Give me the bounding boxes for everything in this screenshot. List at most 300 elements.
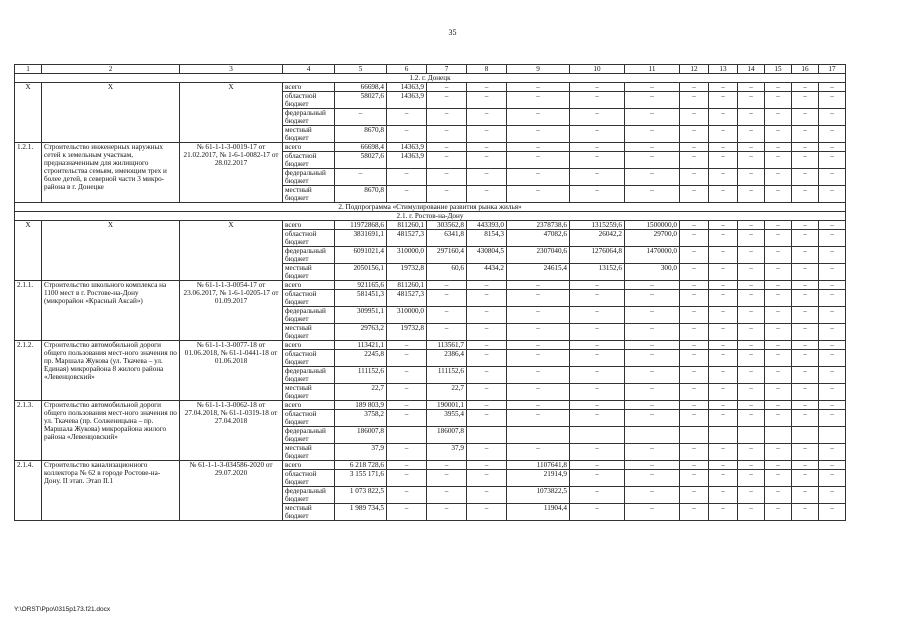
amount-cell: –	[765, 264, 792, 281]
amount-cell: –	[427, 126, 467, 143]
amount-cell: –	[680, 92, 709, 109]
amount-cell: –	[792, 109, 819, 126]
amount-cell: –	[625, 126, 680, 143]
amount-cell: 60,6	[427, 264, 467, 281]
amount-cell: –	[792, 169, 819, 186]
funding-source: местный бюджет	[283, 264, 335, 281]
amount-cell: –	[792, 230, 819, 247]
amount-cell: –	[387, 109, 427, 126]
amount-cell	[709, 427, 738, 444]
column-number: 17	[819, 65, 846, 74]
amount-cell: –	[427, 83, 467, 92]
amount-cell: –	[570, 504, 625, 521]
amount-cell: –	[709, 126, 738, 143]
amount-cell	[765, 427, 792, 444]
amount-cell: –	[467, 470, 507, 487]
column-number: 14	[738, 65, 765, 74]
funding-source: местный бюджет	[283, 384, 335, 401]
funding-source: федеральный бюджет	[283, 169, 335, 186]
funding-source: областной бюджет	[283, 92, 335, 109]
amount-cell: –	[765, 109, 792, 126]
amount-cell: 2386,4	[427, 350, 467, 367]
amount-cell: –	[819, 152, 846, 169]
amount-cell	[625, 427, 680, 444]
amount-cell: –	[427, 169, 467, 186]
amount-cell: 14363,9	[387, 83, 427, 92]
amount-cell: –	[738, 186, 765, 203]
amount-cell: –	[570, 410, 625, 427]
amount-cell: 8670,8	[335, 186, 387, 203]
column-number-row	[15, 65, 846, 74]
amount-cell: –	[680, 350, 709, 367]
amount-cell: 4434,2	[467, 264, 507, 281]
amount-cell: –	[709, 307, 738, 324]
amount-cell: 47082,6	[507, 230, 570, 247]
amount-cell: –	[765, 341, 792, 350]
amount-cell: –	[507, 350, 570, 367]
amount-cell: –	[709, 384, 738, 401]
amount-cell: –	[738, 410, 765, 427]
amount-cell: –	[792, 152, 819, 169]
amount-cell: –	[507, 126, 570, 143]
amount-cell: –	[507, 83, 570, 92]
amount-cell: –	[709, 401, 738, 410]
amount-cell: 24615,4	[507, 264, 570, 281]
amount-cell: –	[709, 504, 738, 521]
funding-source: всего	[283, 461, 335, 470]
amount-cell: –	[570, 290, 625, 307]
amount-cell: –	[625, 410, 680, 427]
amount-cell: –	[709, 152, 738, 169]
amount-cell: –	[738, 384, 765, 401]
amount-cell: –	[467, 401, 507, 410]
amount-cell: 481527,3	[387, 290, 427, 307]
amount-cell: –	[765, 152, 792, 169]
amount-cell: –	[507, 341, 570, 350]
amount-cell: –	[625, 401, 680, 410]
amount-cell: –	[738, 504, 765, 521]
amount-cell: –	[427, 461, 467, 470]
amount-cell: 186007,8	[335, 427, 387, 444]
amount-cell: –	[507, 290, 570, 307]
amount-cell: 14363,9	[387, 92, 427, 109]
amount-cell: –	[819, 221, 846, 230]
item-number: 1.2.1.	[15, 143, 42, 203]
amount-cell: –	[819, 290, 846, 307]
amount-cell: –	[819, 126, 846, 143]
amount-cell: –	[709, 143, 738, 152]
amount-cell: 3758,2	[335, 410, 387, 427]
amount-cell: 6 218 728,6	[335, 461, 387, 470]
amount-cell: 581451,3	[335, 290, 387, 307]
amount-cell: –	[467, 281, 507, 290]
financing-table	[14, 64, 846, 521]
amount-cell: –	[387, 461, 427, 470]
amount-cell: –	[765, 230, 792, 247]
item-name: X	[42, 83, 180, 143]
amount-cell: –	[765, 186, 792, 203]
amount-cell: –	[709, 341, 738, 350]
amount-cell: –	[680, 126, 709, 143]
amount-cell: –	[680, 109, 709, 126]
funding-source: всего	[283, 281, 335, 290]
amount-cell: –	[819, 504, 846, 521]
amount-cell: –	[738, 307, 765, 324]
amount-cell: –	[680, 186, 709, 203]
column-number: 16	[792, 65, 819, 74]
amount-cell: –	[570, 461, 625, 470]
amount-cell: –	[738, 83, 765, 92]
amount-cell: –	[427, 109, 467, 126]
amount-cell: –	[819, 444, 846, 461]
amount-cell: –	[792, 444, 819, 461]
amount-cell: –	[625, 92, 680, 109]
amount-cell: –	[819, 169, 846, 186]
funding-source: всего	[283, 143, 335, 152]
amount-cell: 309951,1	[335, 307, 387, 324]
amount-cell: 1315259,6	[570, 221, 625, 230]
amount-cell: –	[507, 384, 570, 401]
amount-cell: –	[765, 504, 792, 521]
amount-cell: 8154,3	[467, 230, 507, 247]
amount-cell	[507, 427, 570, 444]
column-number: 13	[709, 65, 738, 74]
amount-cell: 113561,7	[427, 341, 467, 350]
amount-cell: –	[387, 341, 427, 350]
amount-cell: –	[709, 92, 738, 109]
amount-cell: –	[570, 367, 625, 384]
amount-cell: 37,9	[335, 444, 387, 461]
column-number: 4	[283, 65, 335, 74]
amount-cell: –	[792, 221, 819, 230]
amount-cell: –	[570, 350, 625, 367]
amount-cell: 189 803,9	[335, 401, 387, 410]
amount-cell: –	[680, 487, 709, 504]
amount-cell: –	[507, 367, 570, 384]
amount-cell: –	[507, 307, 570, 324]
file-path-footer: Y:\ORST\Ppo\0315p173.f21.docx	[14, 606, 111, 613]
amount-cell: –	[819, 307, 846, 324]
amount-cell: 37,9	[427, 444, 467, 461]
amount-cell: –	[625, 384, 680, 401]
amount-cell: 29700,0	[625, 230, 680, 247]
amount-cell: –	[765, 221, 792, 230]
amount-cell: –	[625, 143, 680, 152]
amount-cell: –	[709, 247, 738, 264]
amount-cell: 2245,8	[335, 350, 387, 367]
table-row	[15, 281, 846, 290]
amount-cell: –	[819, 384, 846, 401]
amount-cell: –	[819, 83, 846, 92]
amount-cell: –	[792, 247, 819, 264]
amount-cell: –	[680, 401, 709, 410]
amount-cell: –	[387, 470, 427, 487]
amount-cell: –	[467, 186, 507, 203]
amount-cell: 1107641,8	[507, 461, 570, 470]
amount-cell: –	[792, 143, 819, 152]
amount-cell: –	[467, 83, 507, 92]
funding-source: областной бюджет	[283, 470, 335, 487]
amount-cell: 481527,3	[387, 230, 427, 247]
column-number: 12	[680, 65, 709, 74]
funding-source: областной бюджет	[283, 290, 335, 307]
amount-cell: –	[819, 350, 846, 367]
amount-cell: –	[819, 109, 846, 126]
amount-cell: –	[680, 264, 709, 281]
amount-cell: –	[467, 307, 507, 324]
amount-cell: –	[625, 109, 680, 126]
amount-cell: –	[765, 384, 792, 401]
funding-source: всего	[283, 83, 335, 92]
amount-cell: –	[625, 444, 680, 461]
amount-cell: 3955,4	[427, 410, 467, 427]
item-number: 2.1.3.	[15, 401, 42, 461]
amount-cell: 3831691,1	[335, 230, 387, 247]
amount-cell: –	[709, 470, 738, 487]
amount-cell: –	[570, 186, 625, 203]
amount-cell: –	[792, 487, 819, 504]
funding-source: федеральный бюджет	[283, 307, 335, 324]
amount-cell: –	[738, 169, 765, 186]
amount-cell: 58027,6	[335, 152, 387, 169]
amount-cell: 26042,2	[570, 230, 625, 247]
amount-cell: –	[819, 324, 846, 341]
amount-cell: –	[792, 461, 819, 470]
amount-cell: 8670,8	[335, 126, 387, 143]
amount-cell: –	[680, 410, 709, 427]
amount-cell: 310000,0	[387, 307, 427, 324]
amount-cell	[387, 427, 427, 444]
amount-cell: –	[819, 367, 846, 384]
amount-cell: –	[570, 169, 625, 186]
amount-cell: 811260,1	[387, 221, 427, 230]
section-title: 1.2. г. Донецк	[15, 74, 846, 83]
amount-cell: –	[507, 281, 570, 290]
amount-cell: –	[467, 384, 507, 401]
column-number: 9	[507, 65, 570, 74]
amount-cell: –	[680, 169, 709, 186]
amount-cell: –	[792, 186, 819, 203]
amount-cell: –	[738, 221, 765, 230]
amount-cell: –	[680, 461, 709, 470]
amount-cell: –	[625, 152, 680, 169]
amount-cell: –	[792, 307, 819, 324]
amount-cell: –	[467, 126, 507, 143]
amount-cell: –	[507, 186, 570, 203]
amount-cell: –	[467, 109, 507, 126]
amount-cell: –	[738, 143, 765, 152]
amount-cell: –	[765, 143, 792, 152]
amount-cell: –	[738, 487, 765, 504]
amount-cell: –	[427, 281, 467, 290]
amount-cell	[680, 427, 709, 444]
funding-source: федеральный бюджет	[283, 109, 335, 126]
amount-cell: –	[738, 341, 765, 350]
funding-source: всего	[283, 401, 335, 410]
item-number: X	[15, 83, 42, 143]
amount-cell: 1276064,8	[570, 247, 625, 264]
amount-cell: –	[680, 324, 709, 341]
amount-cell: 19732,8	[387, 324, 427, 341]
amount-cell: –	[625, 83, 680, 92]
amount-cell: –	[680, 504, 709, 521]
amount-cell: –	[680, 247, 709, 264]
amount-cell: –	[819, 410, 846, 427]
amount-cell: –	[387, 504, 427, 521]
funding-source: местный бюджет	[283, 126, 335, 143]
funding-source: федеральный бюджет	[283, 367, 335, 384]
item-number: 2.1.2.	[15, 341, 42, 401]
amount-cell: –	[765, 83, 792, 92]
amount-cell: –	[738, 401, 765, 410]
amount-cell: 3 155 171,6	[335, 470, 387, 487]
amount-cell: –	[570, 281, 625, 290]
amount-cell: 19732,8	[387, 264, 427, 281]
amount-cell: 111152,6	[335, 367, 387, 384]
amount-cell: –	[792, 401, 819, 410]
amount-cell: –	[335, 169, 387, 186]
amount-cell: –	[507, 152, 570, 169]
amount-cell: –	[709, 281, 738, 290]
amount-cell: –	[427, 92, 467, 109]
amount-cell: –	[427, 143, 467, 152]
amount-cell: 11904,4	[507, 504, 570, 521]
amount-cell: –	[738, 350, 765, 367]
amount-cell: –	[819, 281, 846, 290]
amount-cell: 58027,6	[335, 92, 387, 109]
amount-cell: –	[709, 410, 738, 427]
amount-cell: –	[625, 341, 680, 350]
amount-cell: 111152,6	[427, 367, 467, 384]
amount-cell: –	[765, 169, 792, 186]
amount-cell: –	[765, 401, 792, 410]
section-title: 2. Подпрограмма «Стимулирование развития рынка жилья»	[15, 203, 846, 212]
amount-cell: 11972868,6	[335, 221, 387, 230]
amount-cell	[467, 427, 507, 444]
funding-source: федеральный бюджет	[283, 487, 335, 504]
amount-cell: –	[738, 470, 765, 487]
amount-cell: 14363,9	[387, 143, 427, 152]
amount-cell: –	[570, 109, 625, 126]
amount-cell: 300,0	[625, 264, 680, 281]
table-row	[15, 83, 846, 92]
amount-cell: –	[819, 487, 846, 504]
amount-cell: –	[765, 290, 792, 307]
amount-cell: –	[819, 143, 846, 152]
column-number: 7	[427, 65, 467, 74]
amount-cell: –	[792, 264, 819, 281]
amount-cell: –	[765, 487, 792, 504]
expertise-doc: № 61-1-1-3-034586-2020 от 29.07.2020	[180, 461, 283, 521]
amount-cell: –	[792, 290, 819, 307]
table-row	[15, 221, 846, 230]
amount-cell: –	[792, 504, 819, 521]
amount-cell: –	[792, 350, 819, 367]
expertise-doc: X	[180, 83, 283, 143]
amount-cell: –	[680, 152, 709, 169]
amount-cell: –	[427, 324, 467, 341]
amount-cell: –	[387, 410, 427, 427]
amount-cell: 13152,6	[570, 264, 625, 281]
amount-cell: 443393,0	[467, 221, 507, 230]
amount-cell: –	[709, 230, 738, 247]
amount-cell: –	[819, 92, 846, 109]
amount-cell: –	[792, 341, 819, 350]
amount-cell: –	[467, 290, 507, 307]
amount-cell: –	[709, 444, 738, 461]
amount-cell: –	[792, 126, 819, 143]
amount-cell: –	[765, 350, 792, 367]
amount-cell: –	[709, 186, 738, 203]
column-number: 8	[467, 65, 507, 74]
section-heading-row	[15, 203, 846, 212]
amount-cell: –	[792, 367, 819, 384]
amount-cell: –	[680, 281, 709, 290]
amount-cell: –	[765, 126, 792, 143]
column-number: 15	[765, 65, 792, 74]
amount-cell: –	[792, 410, 819, 427]
amount-cell: –	[792, 324, 819, 341]
item-number: X	[15, 221, 42, 281]
column-number: 6	[387, 65, 427, 74]
amount-cell: –	[765, 444, 792, 461]
item-number: 2.1.1.	[15, 281, 42, 341]
amount-cell: –	[467, 324, 507, 341]
amount-cell: 190001,1	[427, 401, 467, 410]
amount-cell: –	[680, 384, 709, 401]
amount-cell: –	[570, 444, 625, 461]
amount-cell: –	[819, 470, 846, 487]
amount-cell: 14363,9	[387, 152, 427, 169]
amount-cell: 430804,5	[467, 247, 507, 264]
amount-cell: 1073822,5	[507, 487, 570, 504]
amount-cell: –	[467, 487, 507, 504]
amount-cell: –	[738, 367, 765, 384]
amount-cell: –	[738, 461, 765, 470]
item-name: Строительство инженерных наружных сетей к земельным участкам, предназначенным для жилищного строительства семьям, имеющим трех и более детей, в северной части 3 микро-района в г. Донецке	[42, 143, 180, 203]
amount-cell: –	[625, 169, 680, 186]
amount-cell: –	[709, 264, 738, 281]
expertise-doc: № 61-1-1-3-0054-17 от 23.06.2017, № 1-6-1-0205-17 от 01.09.2017	[180, 281, 283, 341]
column-number: 2	[42, 65, 180, 74]
amount-cell: 1500000,0	[625, 221, 680, 230]
amount-cell: –	[765, 367, 792, 384]
amount-cell: –	[335, 109, 387, 126]
funding-source: всего	[283, 341, 335, 350]
amount-cell: 2050156,1	[335, 264, 387, 281]
amount-cell: –	[625, 290, 680, 307]
page-number: 35	[448, 28, 457, 37]
amount-cell: –	[709, 169, 738, 186]
amount-cell: –	[738, 281, 765, 290]
item-name: Строительство автомобильной дороги общего пользования мест-ного значения по ул. Ткачева (пр. Солженицына – пр. Маршала Жукова) микрорайона жилого района «Левенцовский»	[42, 401, 180, 461]
amount-cell: –	[570, 384, 625, 401]
item-name: Строительство автомобильной дороги общего пользования мест-ного значения по пр. Маршала Жукова (ул. Ткачева – ул. Единая) микрорайона 8 жилого района «Левенцовский»	[42, 341, 180, 401]
amount-cell: 2307040,6	[507, 247, 570, 264]
amount-cell: –	[765, 461, 792, 470]
amount-cell: –	[765, 247, 792, 264]
amount-cell: –	[765, 410, 792, 427]
column-number: 5	[335, 65, 387, 74]
amount-cell: –	[427, 487, 467, 504]
amount-cell: –	[819, 186, 846, 203]
amount-cell: –	[625, 487, 680, 504]
amount-cell: –	[792, 92, 819, 109]
amount-cell: –	[467, 504, 507, 521]
amount-cell: –	[427, 290, 467, 307]
amount-cell: –	[738, 290, 765, 307]
amount-cell: –	[709, 324, 738, 341]
